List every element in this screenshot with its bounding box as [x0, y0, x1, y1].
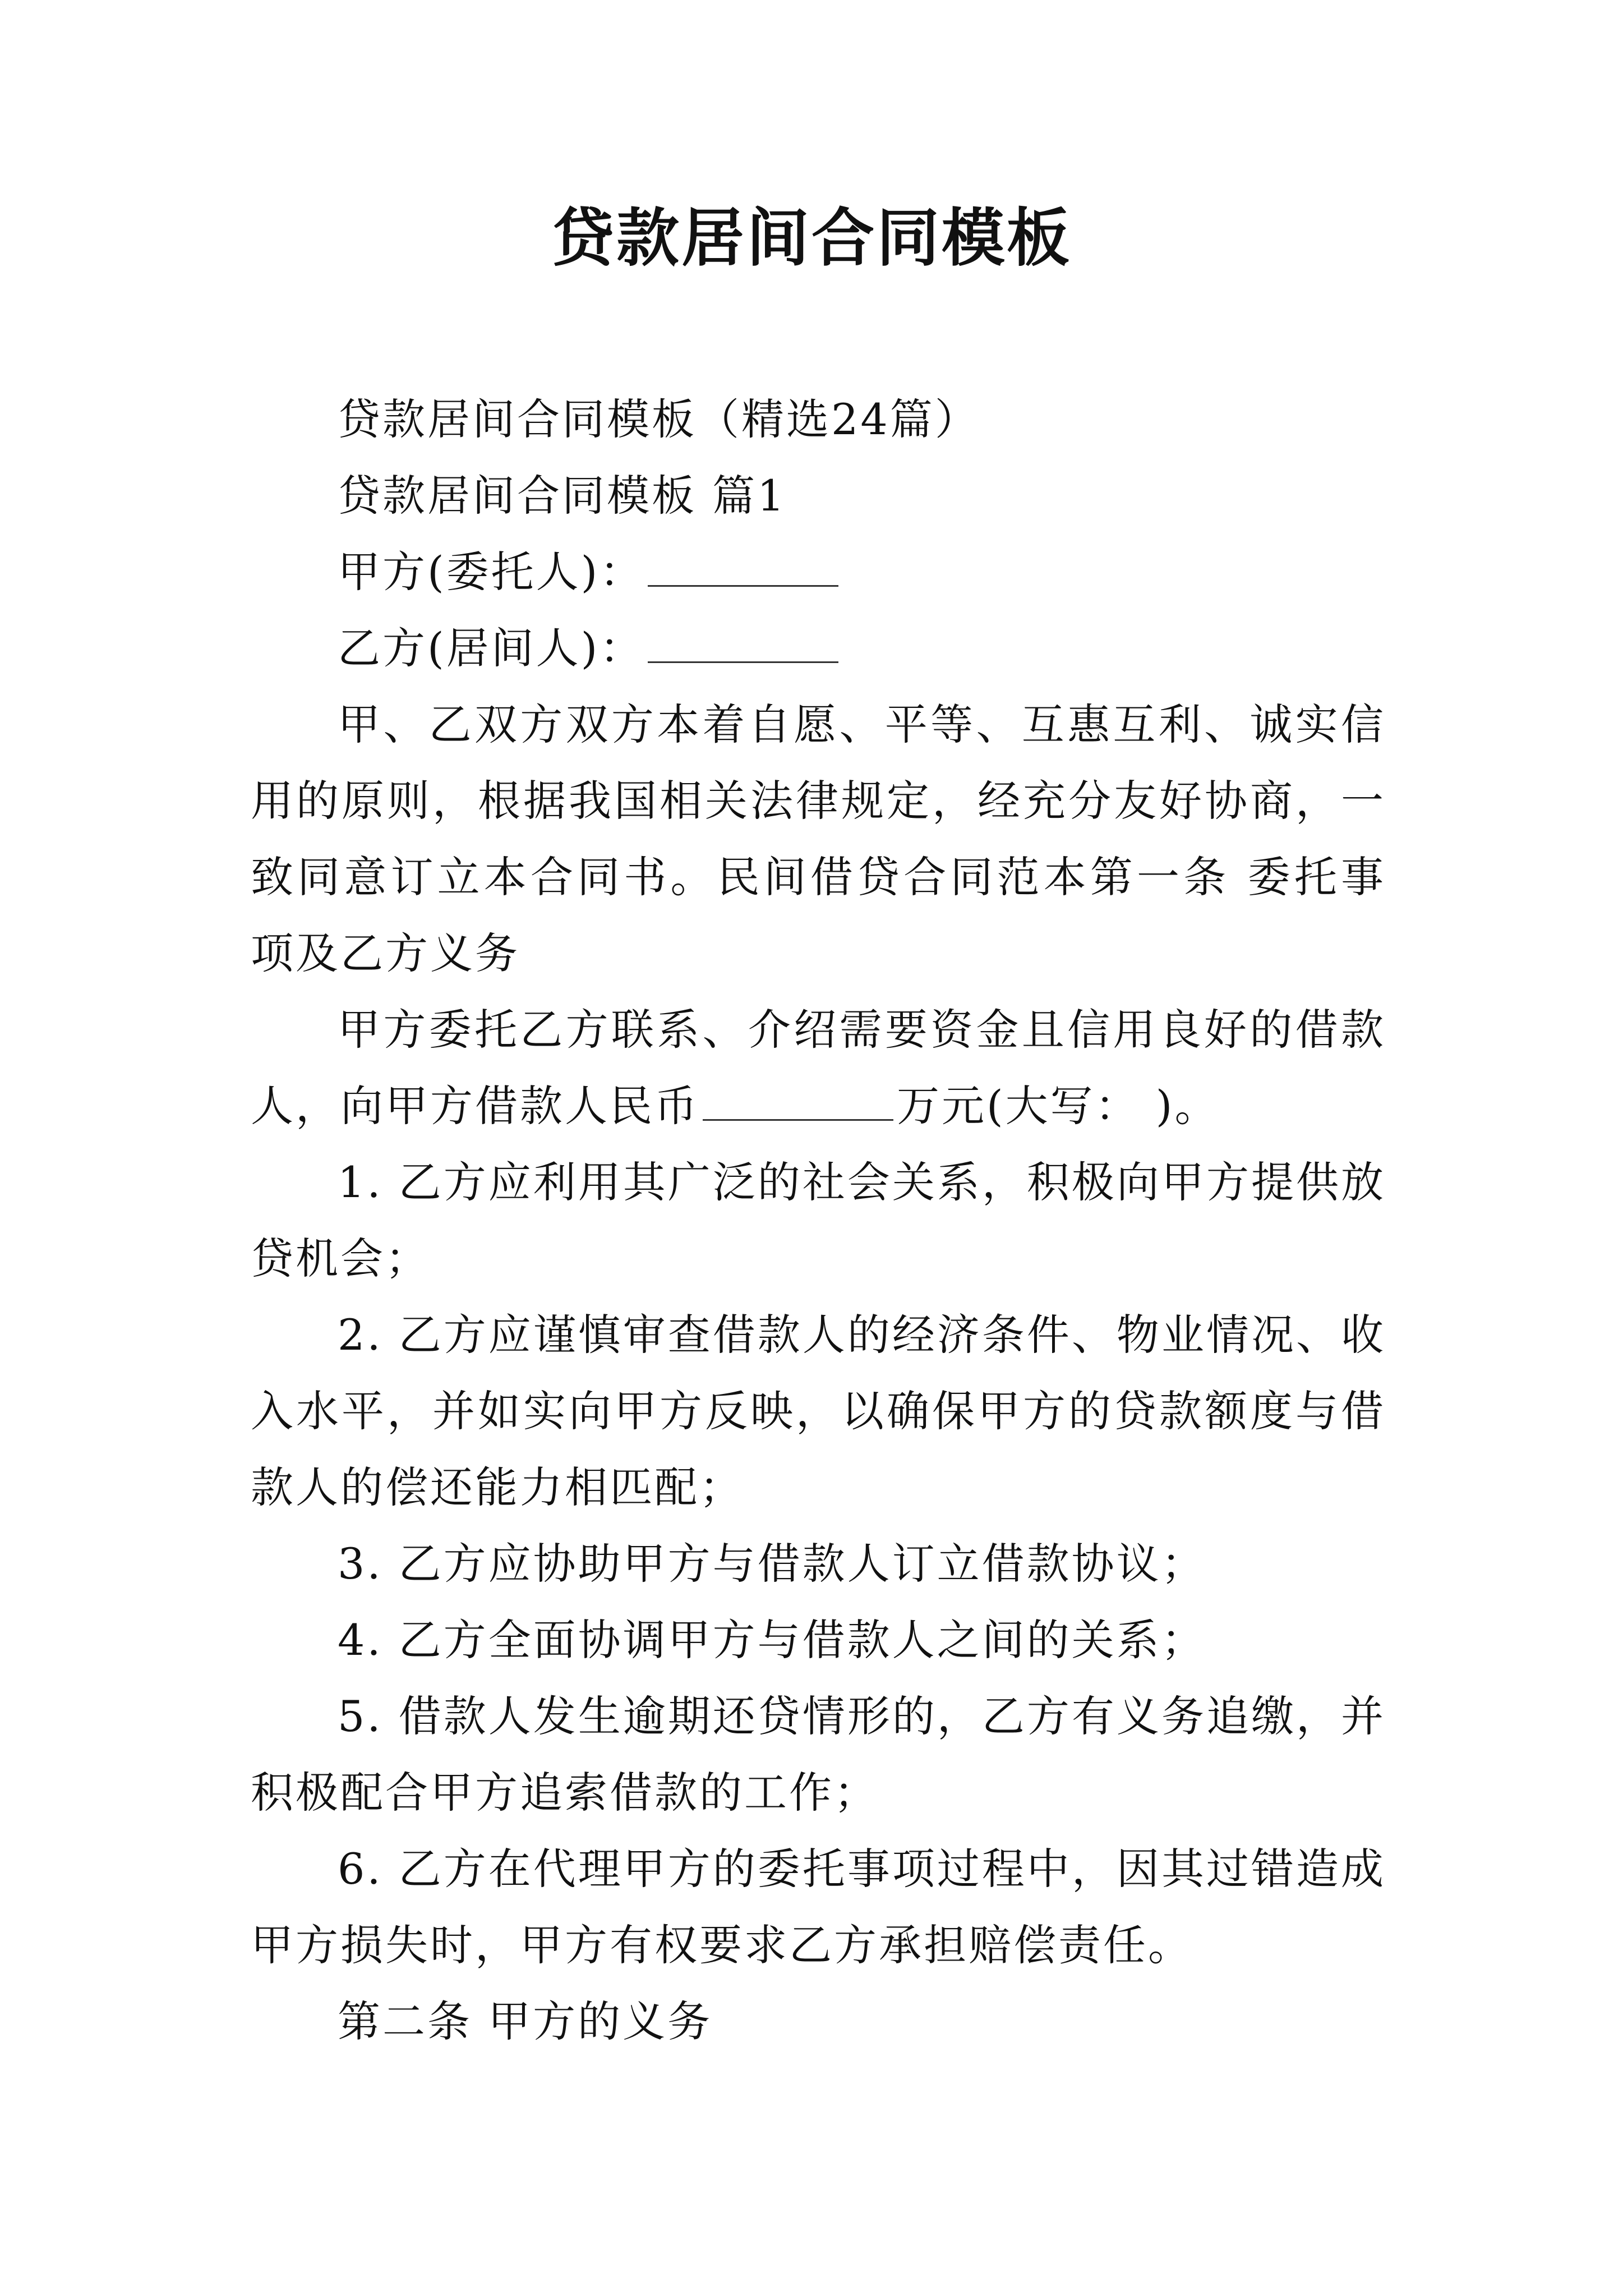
loan-amount-blank [703, 1081, 893, 1121]
clause-4: 4. 乙方全面协调甲方与借款人之间的关系； [338, 1615, 1206, 1665]
document-title: 贷款居间合同模板 [551, 201, 1072, 275]
intro-paragraph: 甲、乙双方双方本着自愿、平等、互惠互利、诚实信用的原则，根据我国相关法律规定，经充分友好协商，一致同意订立本合同书。民间借贷合同范本第一条 委托事项及乙方义务 [251, 700, 1386, 978]
party-b-line [251, 610, 1386, 687]
document-subtitle: 贷款居间合同模板（精选24篇） [338, 394, 980, 444]
party-a-blank [648, 547, 838, 587]
party-b-blank [648, 623, 838, 663]
article-two-heading: 第二条 甲方的义务 [338, 1996, 713, 2046]
clause-2: 2. 乙方应谨慎审查借款人的经济条件、物业情况、收入水平，并如实向甲方反映，以确保甲方的贷款额度与借款人的偿还能力相匹配； [251, 1310, 1386, 1512]
entrust-text-after: 万元(大写： )。 [897, 1081, 1220, 1131]
party-b-label: 乙方(居间人)： [338, 623, 645, 673]
clause-6: 6. 乙方在代理甲方的委托事项过程中，因其过错造成甲方损失时，甲方有权要求乙方承担赔偿责任。 [251, 1844, 1386, 1970]
document-body [251, 381, 1386, 2060]
section-heading: 贷款居间合同模板 篇1 [338, 471, 787, 521]
entrust-paragraph [251, 992, 1386, 1144]
clause-3: 3. 乙方应协助甲方与借款人订立借款协议； [338, 1539, 1206, 1589]
party-a-line [251, 534, 1386, 610]
clause-1: 1. 乙方应利用其广泛的社会关系，积极向甲方提供放贷机会； [251, 1157, 1386, 1283]
party-a-label: 甲方(委托人)： [338, 547, 645, 597]
clause-5: 5. 借款人发生逾期还贷情形的，乙方有义务追缴，并积极配合甲方追索借款的工作； [251, 1691, 1386, 1818]
entrust-text-before: 甲方委托乙方联系、介绍需要资金且信用良好的借款人，向甲方借款人民币 [251, 1005, 1386, 1131]
